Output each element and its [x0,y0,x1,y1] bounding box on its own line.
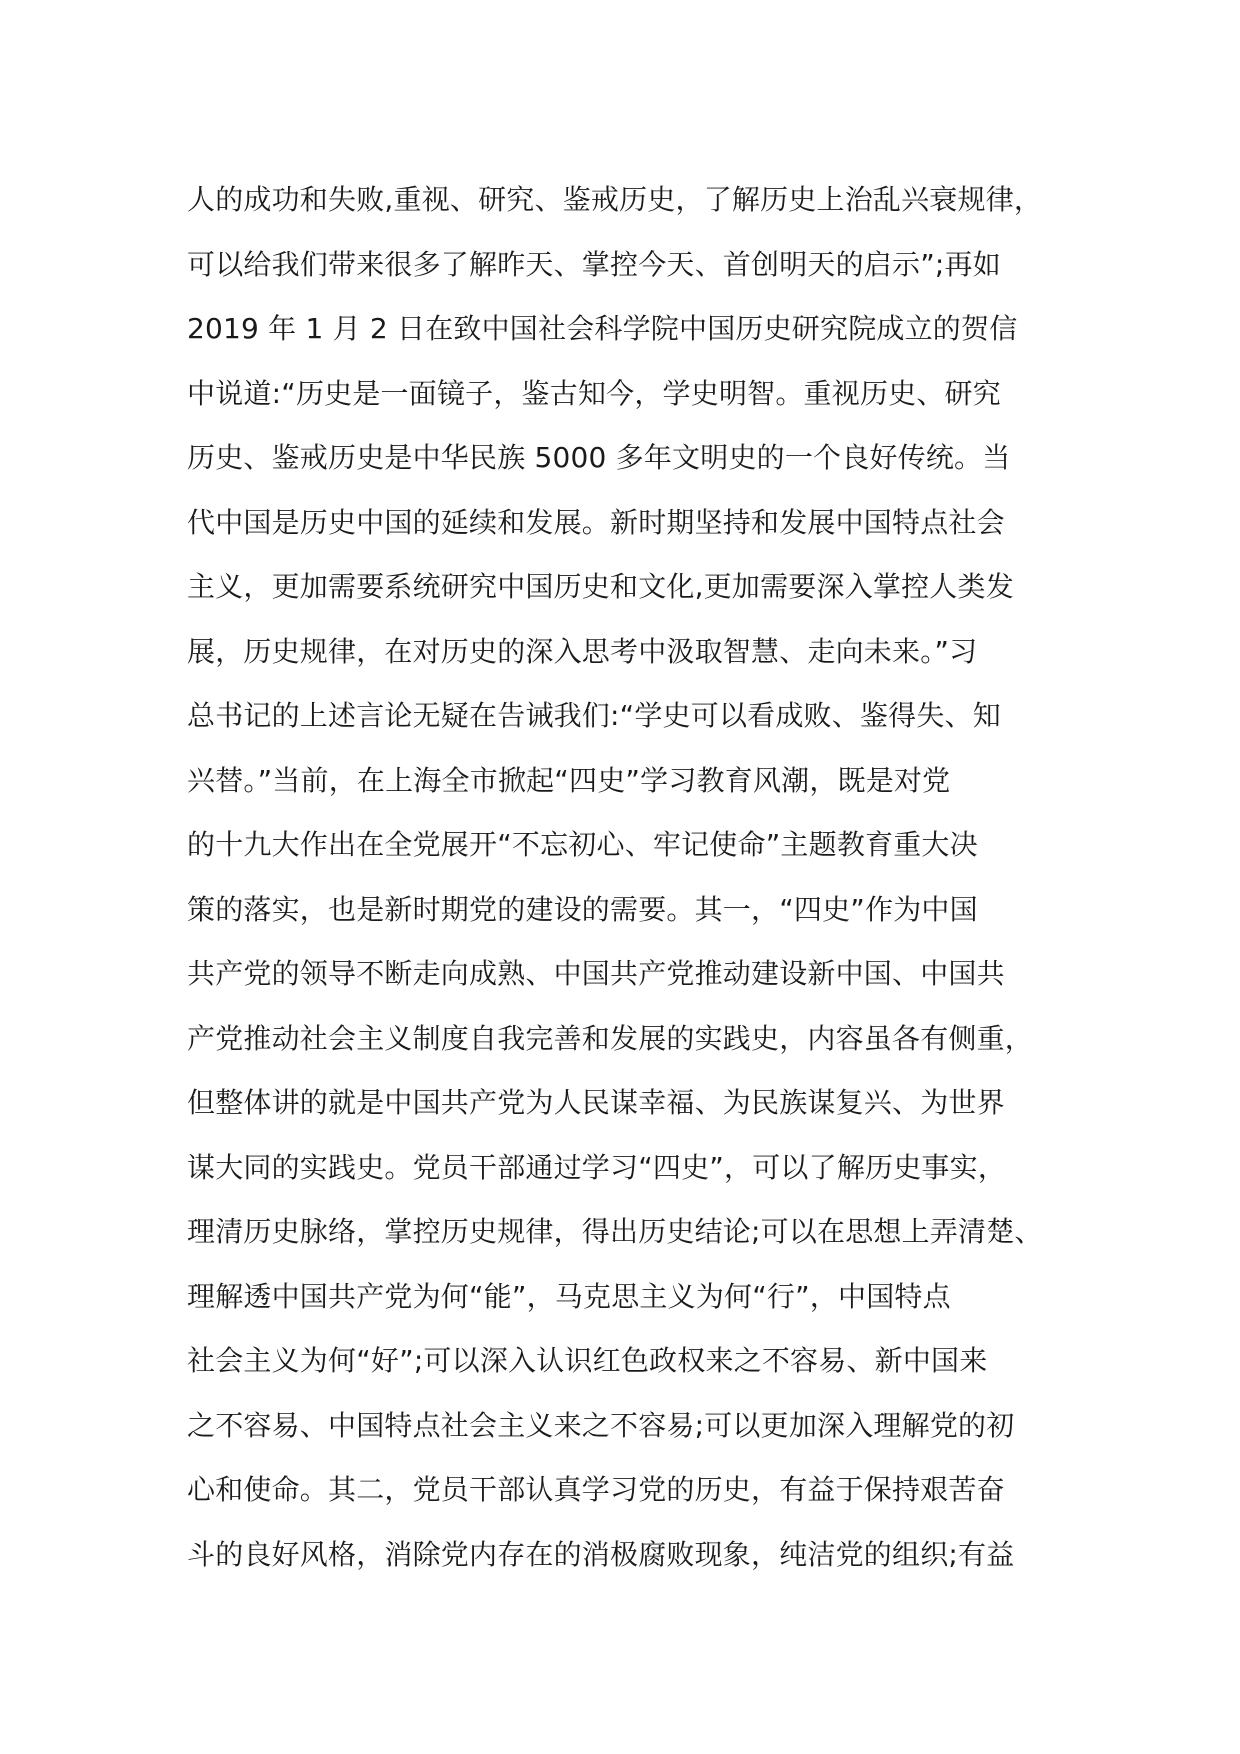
text-line: 之不容易、中国特点社会主义来之不容易;可以更加深入理解党的初 [187,1408,1015,1442]
text-line: 心和使命。其二，党员干部认真学习党的历史，有益于保持艰苦奋 [187,1473,1005,1506]
text-line: 策的落实，也是新时期党的建设的需要。其一，“四史”作为中国 [187,892,978,926]
text-line: 兴替。”当前，在上海全市掀起“四史”学习教育风潮，既是对党 [187,763,951,797]
text-line: 谋大同的实践史。党员干部通过学习“四史”，可以了解历史事实， [187,1150,1007,1184]
text-line: 人的成功和失败,重视、研究、鉴戒历史，了解历史上治乱兴衰规律， [187,183,1043,216]
text-line: 主义，更加需要系统研究中国历史和文化,更加需要深入掌控人类发 [187,570,1014,603]
text-line: 但整体讲的就是中国共产党为人民谋幸福、为民族谋复兴、为世界 [187,1086,1005,1119]
text-line: 理清历史脉络，掌控历史规律，得出历史结论;可以在思想上弄清楚、 [187,1215,1043,1248]
text-line: 总书记的上述言论无疑在告诫我们:“学史可以看成败、鉴得失、知 [187,699,1001,732]
text-line: 2019 年 1 月 2 日在致中国社会科学院中国历史研究院成立的贺信 [187,312,1018,345]
text-line: 的十九大作出在全党展开“不忘初心、牢记使命”主题教育重大决 [187,828,978,861]
text-line: 中说道:“历史是一面镜子，鉴古知今，学史明智。重视历史、研究 [187,376,1001,410]
text-line: 斗的良好风格，消除党内存在的消极腐败现象，纯洁党的组织;有益 [187,1537,1015,1571]
text-line: 产党推动社会主义制度自我完善和发展的实践史，内容虽各有侧重， [187,1021,1034,1055]
text-line: 历史、鉴戒历史是中华民族 5000 多年文明史的一个良好传统。当 [187,441,1011,474]
text-line: 可以给我们带来很多了解昨天、掌控今天、首创明天的启示”;再如 [187,247,1001,281]
text-line: 展，历史规律，在对历史的深入思考中汲取智慧、走向未来。”习 [187,634,978,668]
text-line: 社会主义为何“好”;可以深入认识红色政权来之不容易、新中国来 [187,1344,988,1377]
text-line: 共产党的领导不断走向成熟、中国共产党推动建设新中国、中国共 [187,957,1005,990]
text-line: 理解透中国共产党为何“能”，马克思主义为何“行”，中国特点 [187,1279,951,1313]
text-line: 代中国是历史中国的延续和发展。新时期坚持和发展中国特点社会 [187,505,1005,539]
body-text [187,168,1087,1587]
